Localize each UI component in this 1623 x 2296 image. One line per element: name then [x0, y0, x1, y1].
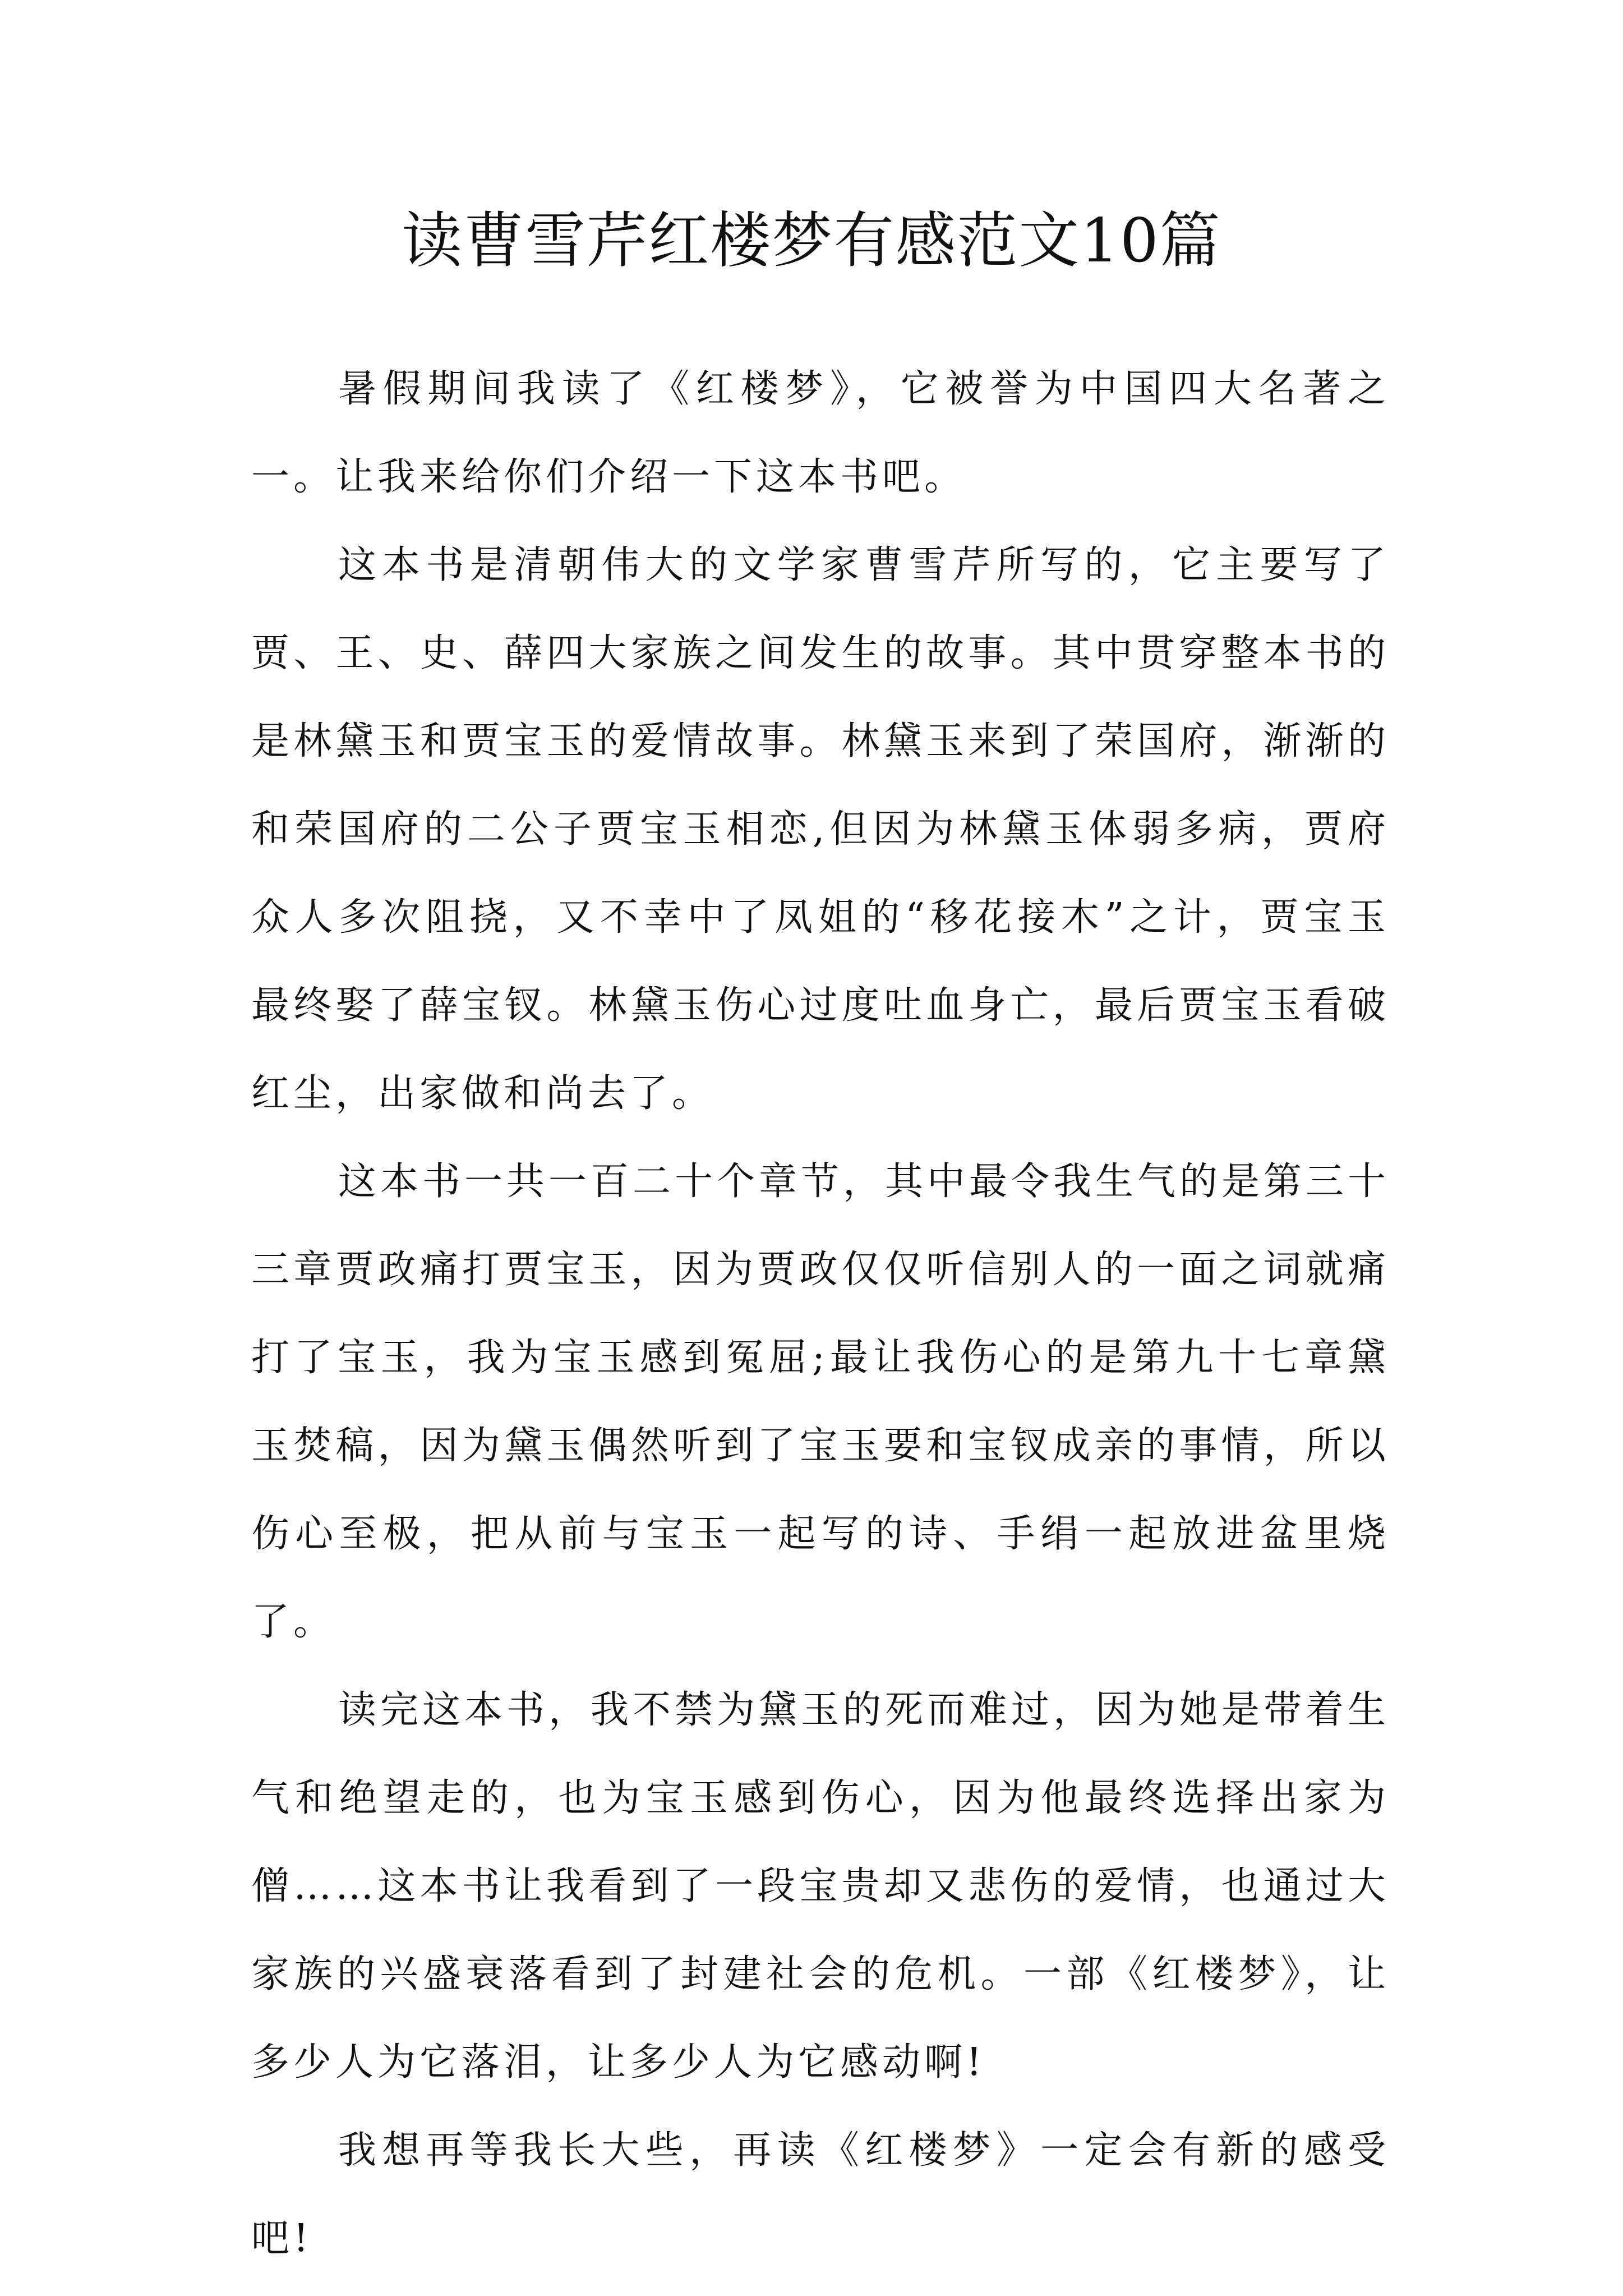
paragraph-5: 我想再等我长大些，再读《红楼梦》一定会有新的感受吧!: [251, 2128, 1390, 2261]
paragraph-2: 这本书是清朝伟大的文学家曹雪芹所写的，它主要写了贾、王、史、薛四大家族之间发生的故事。其中贯穿整本书的是林黛玉和贾宝玉的爱情故事。林黛玉来到了荣国府，渐渐的和荣国府的二公子贾宝玉相恋,但因为林黛玉体弱多病，贾府众人多次阻挠，又不幸中了凤姐的“移花接木”之计，贾宝玉最终娶了薛宝钗。林黛玉伤心过度吐血身亡，最后贾宝玉看破红尘，出家做和尚去了。: [251, 543, 1390, 1116]
document-body: [251, 345, 1390, 2283]
paragraph-3: 这本书一共一百二十个章节，其中最令我生气的是第三十三章贾政痛打贾宝玉，因为贾政仅仅听信别人的一面之词就痛打了宝玉，我为宝玉感到冤屈;最让我伤心的是第九十七章黛玉焚稿，因为黛玉偶然听到了宝玉要和宝钗成亲的事情，所以伤心至极，把从前与宝玉一起写的诗、手绢一起放进盆里烧了。: [251, 1159, 1390, 1644]
paragraph-4: 读完这本书，我不禁为黛玉的死而难过，因为她是带着生气和绝望走的，也为宝玉感到伤心，因为他最终选择出家为僧……这本书让我看到了一段宝贵却又悲伤的爱情，也通过大家族的兴盛衰落看到了封建社会的危机。一部《红楼梦》，让多少人为它落泪，让多少人为它感动啊!: [251, 1688, 1390, 2085]
paragraph-1: 暑假期间我读了《红楼梦》，它被誉为中国四大名著之一。让我来给你们介绍一下这本书吧。: [251, 367, 1390, 499]
document-title: 读曹雪芹红楼梦有感范文10篇: [402, 206, 1221, 276]
